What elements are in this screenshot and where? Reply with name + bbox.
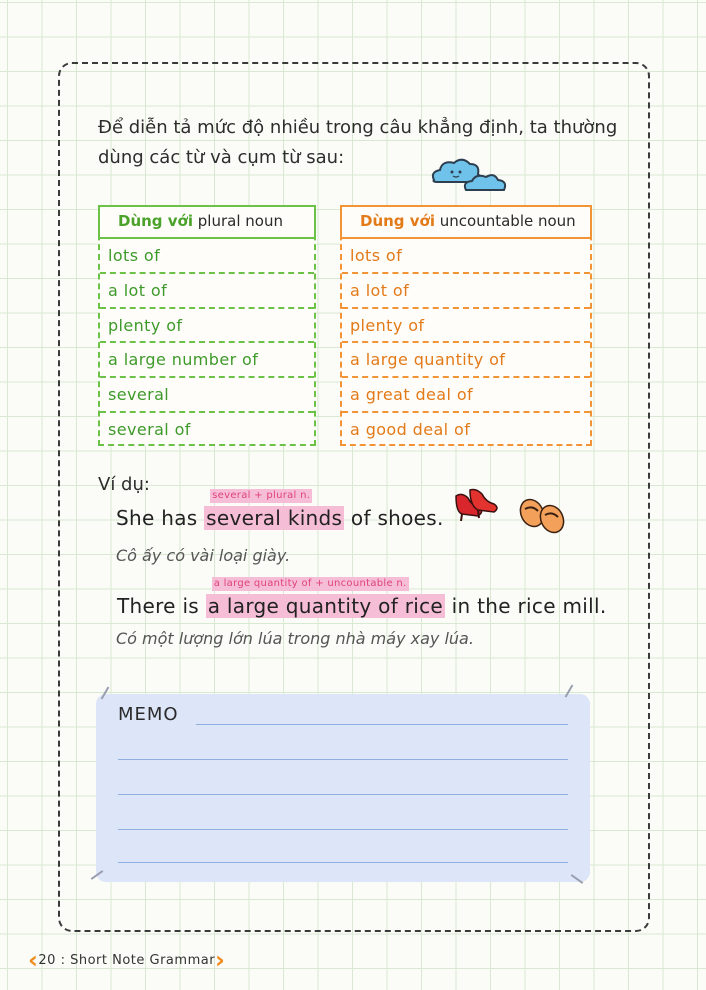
ex2-before: There is (117, 594, 206, 618)
uncountable-row: a large quantity of (342, 343, 590, 378)
ex1-after: of shoes. (344, 506, 444, 530)
memo-line (196, 724, 568, 725)
uncountable-header-bold: Dùng với (360, 212, 435, 230)
plural-row: lots of (100, 239, 314, 274)
intro-line-2: dùng các từ và cụm từ sau: (98, 147, 345, 168)
footer-right-bracket-icon: › (215, 946, 226, 974)
uncountable-noun-table (340, 205, 592, 446)
example-sentence-2 (117, 578, 607, 618)
memo-line (118, 862, 568, 863)
plural-header-bold: Dùng với (118, 212, 193, 230)
uncountable-row: a good deal of (350, 419, 471, 439)
ex2-highlight (206, 578, 445, 618)
ex1-grammar-tag: several + plural n. (212, 490, 311, 501)
intro-text (98, 113, 618, 173)
plural-noun-table (98, 205, 316, 446)
plural-row: a lot of (100, 274, 314, 309)
ex2-after: in the rice mill. (445, 594, 607, 618)
uncountable-row: a lot of (342, 274, 590, 309)
uncountable-row: lots of (342, 239, 590, 274)
footer-separator: : (55, 952, 71, 968)
uncountable-row: a great deal of (342, 378, 590, 413)
example-label: Ví dụ: (98, 474, 150, 495)
memo-line (118, 829, 568, 830)
cloud-icon (428, 156, 512, 198)
plural-row: several of (108, 419, 191, 439)
uncountable-header-rest: uncountable noun (435, 212, 576, 230)
example-sentence-1 (116, 490, 444, 530)
plural-header-rest: plural noun (193, 212, 283, 230)
example-translation-1: Cô ấy có vài loại giày. (116, 546, 291, 565)
ex2-highlight-text: a large quantity of rice (207, 594, 443, 618)
footer-left-bracket-icon: ‹ (28, 946, 39, 974)
uncountable-row: plenty of (342, 309, 590, 344)
memo-box (96, 694, 590, 882)
memo-line (118, 759, 568, 760)
ex1-highlight-text: several kinds (206, 506, 343, 530)
example-translation-2: Có một lượng lớn lúa trong nhà máy xay lúa. (116, 629, 474, 648)
page-number: 20 (38, 952, 56, 968)
plural-row: plenty of (100, 309, 314, 344)
ex1-before: She has (116, 506, 205, 530)
uncountable-table-header (340, 205, 592, 239)
memo-line (118, 794, 568, 795)
memo-label: MEMO (118, 704, 179, 725)
plural-row: a large number of (100, 343, 314, 378)
ex2-grammar-tag: a large quantity of + uncountable n. (213, 578, 407, 589)
page-footer (28, 946, 226, 974)
orange-sandals-icon (516, 495, 568, 535)
plural-table-header (98, 205, 316, 239)
book-title: Short Note Grammar (70, 952, 216, 968)
plural-row: several (100, 378, 314, 413)
intro-line-1: Để diễn tả mức độ nhiều trong câu khẳng định, ta thường (98, 117, 618, 138)
ex1-highlight (204, 490, 344, 530)
red-shoes-icon (452, 486, 502, 524)
